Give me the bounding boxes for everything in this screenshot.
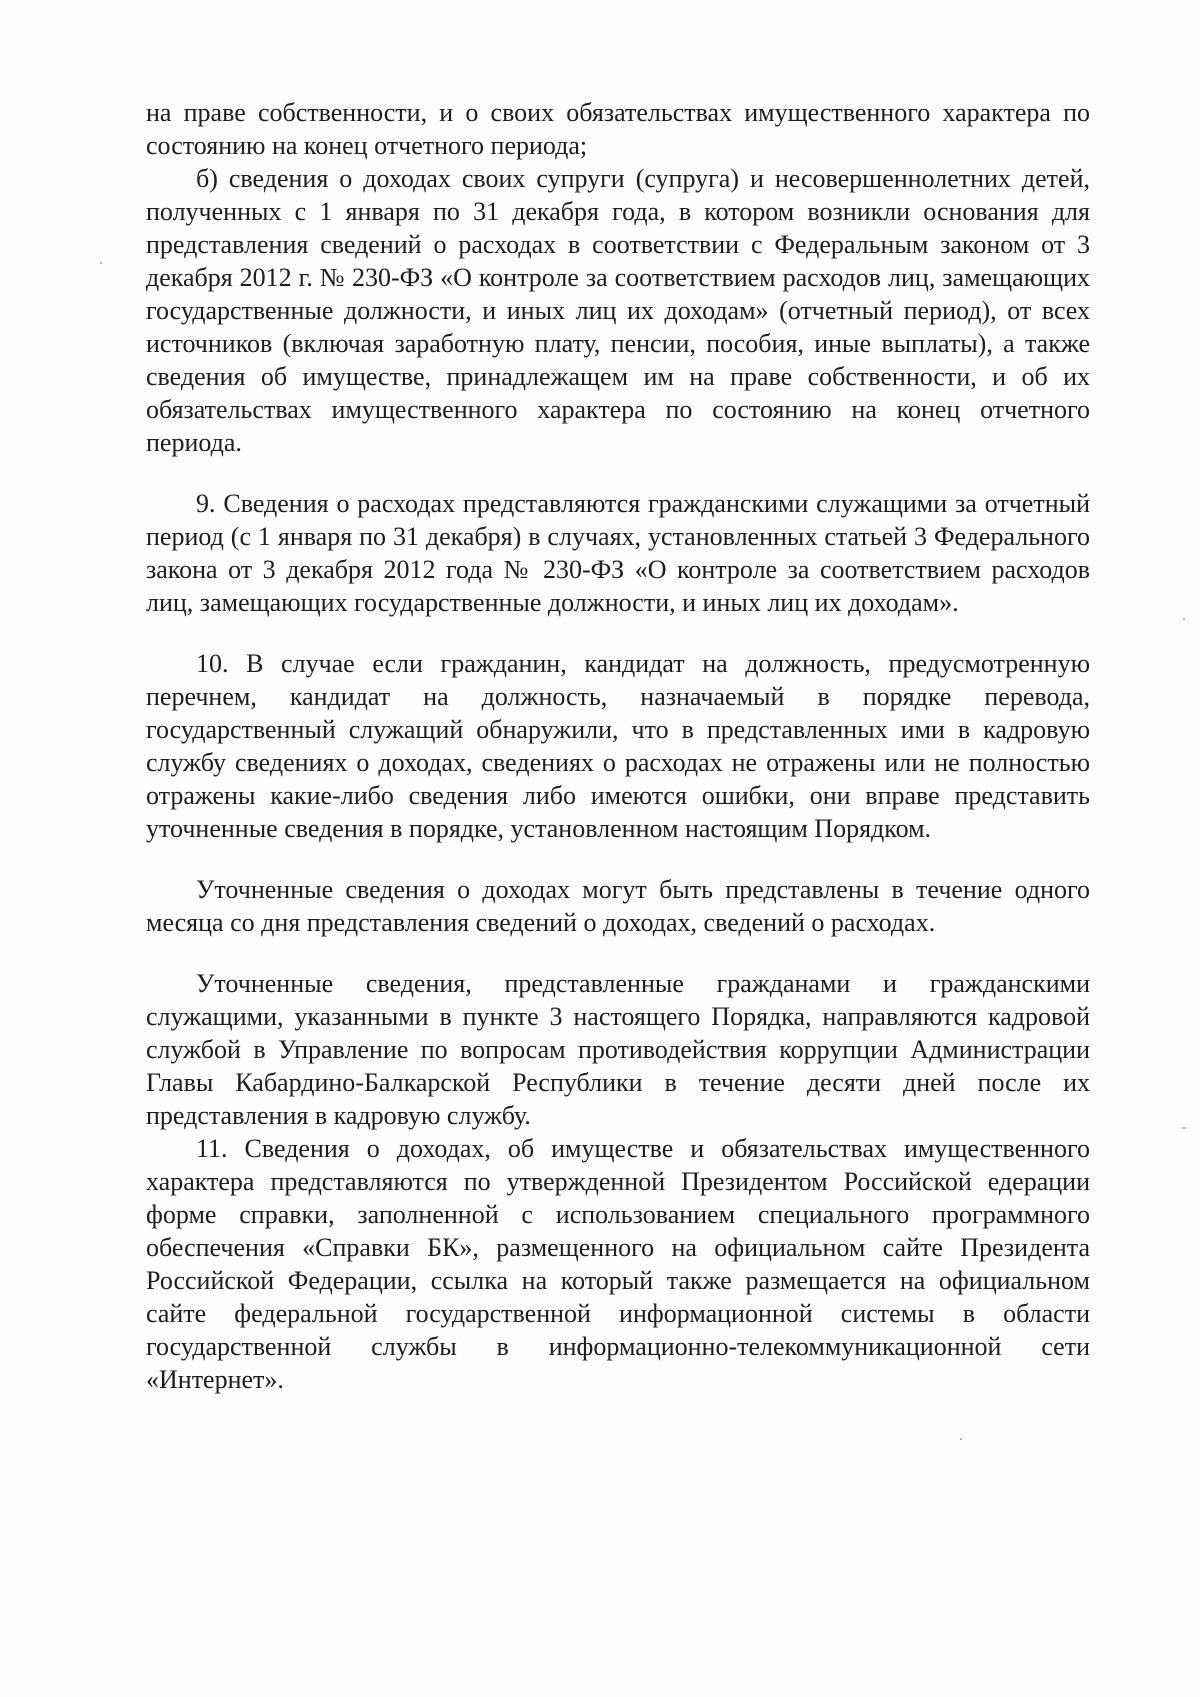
paragraph-10: 10. В случае если гражданин, кандидат на должность, предусмотренную перечнем, кандидат на должность, назначаемый в порядке перевода, государственный служащий обнаружили, что в представленных ими в кадровую службу сведениях о доходах, сведениях о расходах не отражены или не полностью отражены какие-либо сведения либо имеются ошибки, они вправе представить уточненные сведения в порядке, установленном настоящим Порядком.: [146, 649, 1090, 843]
document-body: [146, 96, 1090, 1396]
scan-speck: [100, 262, 102, 264]
paragraph-clarified-income: Уточненные сведения о доходах могут быть представлены в течение одного месяца со дня представления сведений о доходах, сведений о расходах.: [146, 875, 1090, 937]
paragraph-9: 9. Сведения о расходах представляются гражданскими служащими за отчетный период (с 1 января по 31 декабря) в случаях, установленных статьей 3 Федерального закона от 3 декабря 2012 года № 230-ФЗ «О контроле за соответствием расходов лиц, замещающих государственные должности, и иных лиц их доходам».: [146, 489, 1090, 617]
scan-speck: [1183, 1127, 1185, 1129]
paragraph-b: б) сведения о доходах своих супруги (супруга) и несовершеннолетних детей, полученных с 1 января по 31 декабря года, в котором возникли основания для представления сведений о расходах в соответствии с Федеральным законом от 3 декабря 2012 г. № 230-ФЗ «О контроле за соответствием расходов лиц, замещающих государственные должности, и иных лиц их доходам» (отчетный период), от всех источников (включая заработную плату, пенсии, пособия, иные выплаты), а также сведения об имуществе, принадлежащем им на праве собственности, и об их обязательствах имущественного характера по состоянию на конец отчетного периода.: [146, 164, 1090, 457]
scan-speck: [960, 1438, 962, 1440]
scan-speck: [1183, 618, 1185, 620]
paragraph-clarified-submission: Уточненные сведения, представленные гражданами и гражданскими служащими, указанными в пункте 3 настоящего Порядка, направляются кадровой службой в Управление по вопросам противодействия коррупции Администрации Главы Кабардино-Балкарской Республики в течение десяти дней после их представления в кадровую службу.: [146, 969, 1090, 1130]
paragraph-11: 11. Сведения о доходах, об имуществе и обязательствах имущественного характера представляются по утвержденной Президентом Российской едерации форме справки, заполненной с использованием специального программного обеспечения «Справки БК», размещенного на официальном сайте Президента Российской Федерации, ссылка на который также размещается на официальном сайте федеральной государственной информационной системы в области государственной службы в информационно-телекоммуникационной сети «Интернет».: [146, 1134, 1090, 1394]
paragraph-continuation: на праве собственности, и о своих обязательствах имущественного характера по состоянию на конец отчетного периода;: [146, 98, 1090, 160]
